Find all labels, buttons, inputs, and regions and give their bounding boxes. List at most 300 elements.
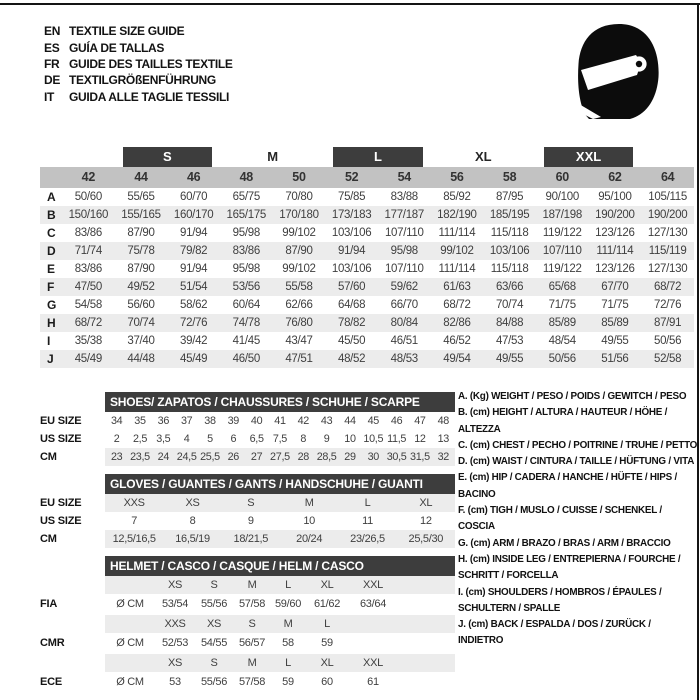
helmet-size-table — [40, 556, 455, 693]
textile-value-cell: 187/198 — [536, 206, 589, 224]
helmet-value-cell: 60 — [321, 676, 333, 688]
size-header-cell: 60 — [536, 167, 589, 188]
textile-value-cell: 155/165 — [115, 206, 168, 224]
helmet-size-cell: XS — [155, 576, 195, 594]
size-value-cell: 35 — [134, 415, 146, 427]
filler-cell — [397, 672, 455, 693]
textile-value-cell: 63/66 — [483, 278, 536, 296]
textile-row — [40, 242, 694, 260]
size-row — [40, 430, 455, 448]
textile-value-cell: 68/72 — [443, 299, 471, 311]
legend-item: A. (Kg) WEIGHT / PESO / POIDS / GEWITCH / PESO — [458, 391, 687, 402]
size-value-cell: M — [280, 494, 338, 512]
helmet-values-row — [40, 633, 455, 654]
textile-value-cell: 103/106 — [331, 227, 372, 239]
textile-value-cell: 127/130 — [647, 263, 688, 275]
textile-value-cell: 53/56 — [220, 278, 273, 296]
helmet-size-cell: L — [271, 654, 305, 672]
language-row — [44, 72, 233, 88]
textile-value-cell: 123/126 — [595, 227, 635, 239]
size-value-cell: 48 — [437, 415, 449, 427]
size-value-cell: 38 — [204, 415, 216, 427]
size-header-cell: 62 — [589, 167, 642, 188]
textile-row — [40, 350, 694, 368]
textile-value-cell: 50/60 — [74, 191, 102, 203]
helmet-size-cell: M — [271, 615, 305, 633]
textile-value-cell: 185/195 — [483, 206, 536, 224]
textile-value-cell: 103/106 — [331, 263, 372, 275]
textile-value-cell: 165/175 — [220, 206, 273, 224]
size-value-cell: 18/21,5 — [222, 530, 280, 548]
textile-value-cell: 85/89 — [536, 314, 589, 332]
size-value-cell: 12 — [420, 515, 432, 527]
size-value-cell: XXS — [105, 494, 163, 512]
textile-value-cell: 95/98 — [232, 227, 260, 239]
textile-value-cell: 55/65 — [127, 191, 155, 203]
textile-value-cell: 83/88 — [390, 191, 418, 203]
size-value-cell: 30,5 — [385, 448, 408, 466]
helmet-size-cell: L — [305, 615, 349, 633]
helmet-size-cell: XXL — [349, 654, 397, 672]
textile-value-cell: 190/200 — [641, 206, 694, 224]
measurement-key-cell: E — [47, 262, 55, 276]
textile-value-cell: 107/110 — [384, 227, 424, 239]
size-value-cell: 23,5 — [128, 448, 151, 466]
textile-value-cell: 55/58 — [273, 278, 326, 296]
textile-value-cell: 107/110 — [536, 242, 589, 260]
size-header-cell: 46 — [167, 167, 220, 188]
helmet-values-row — [40, 672, 455, 693]
textile-value-cell: 43/47 — [285, 335, 313, 347]
standard-name-cell: FIA — [40, 598, 58, 610]
size-header-cell: 54 — [378, 167, 431, 188]
textile-value-cell: 47/53 — [495, 335, 524, 347]
language-title: GUIDA ALLE TAGLIE TESSILI — [69, 89, 230, 104]
spacer-cell — [40, 167, 62, 188]
helmet-sizes-row — [40, 654, 455, 672]
helmet-value-cell: 55/56 — [200, 598, 228, 610]
size-value-cell: 7,5 — [272, 433, 288, 445]
textile-value-cell: 87/91 — [641, 314, 694, 332]
size-header-cell: 58 — [483, 167, 536, 188]
row-label-cell: US SIZE — [40, 515, 82, 527]
size-value-cell: 40 — [250, 415, 263, 427]
textile-value-cell: 87/90 — [127, 263, 155, 275]
letter-size-label: XXL — [544, 147, 633, 167]
helmet-size-cell: XXL — [349, 576, 397, 594]
textile-value-cell: 61/63 — [431, 278, 484, 296]
measurement-key-cell: G — [47, 298, 57, 312]
textile-value-cell: 54/58 — [74, 299, 102, 311]
size-value-cell: XL — [397, 494, 455, 512]
size-value-cell: 9 — [323, 433, 330, 445]
helmet-value-cell: 61/62 — [313, 598, 341, 610]
helmet-value-cell: 56/57 — [238, 637, 266, 649]
textile-value-cell: 70/80 — [285, 191, 313, 203]
textile-value-cell: 72/76 — [653, 299, 682, 311]
size-value-cell: 42 — [297, 415, 309, 427]
spacer-cell — [40, 146, 62, 167]
textile-value-cell: 82/86 — [431, 314, 484, 332]
textile-value-cell: 49/54 — [431, 350, 484, 368]
language-title: GUIDE DES TAILLES TEXTILE — [69, 56, 233, 71]
size-header-cell: 52 — [325, 167, 378, 188]
helmet-size-cell: XS — [195, 615, 233, 633]
textile-value-cell: 99/102 — [431, 242, 484, 260]
textile-value-cell: 46/51 — [390, 335, 418, 347]
measurement-key-cell: B — [40, 206, 62, 224]
textile-value-cell: 50/56 — [653, 335, 682, 347]
helmet-value-cell: 61 — [367, 676, 379, 688]
filler-cell — [397, 594, 455, 615]
textile-value-cell: 74/78 — [220, 314, 273, 332]
measurement-legend — [458, 389, 698, 650]
helmet-size-cell: S — [233, 615, 271, 633]
size-value-cell: 47 — [414, 415, 426, 427]
diameter-label-cell: Ø CM — [116, 598, 144, 610]
language-code: EN — [44, 24, 61, 39]
textile-value-cell: 72/76 — [167, 314, 220, 332]
textile-value-cell: 75/78 — [115, 242, 168, 260]
textile-value-cell: 71/75 — [548, 299, 576, 311]
textile-value-cell: 105/115 — [648, 191, 687, 203]
helmet-value-cell: 52/53 — [161, 637, 189, 649]
textile-value-cell: 45/50 — [337, 335, 366, 347]
helmet-size-cell: XXS — [155, 615, 195, 633]
helmet-size-cell: XL — [305, 576, 349, 594]
letter-size-label: XL — [474, 148, 492, 164]
textile-value-cell: 52/58 — [641, 350, 694, 368]
helmet-sizes-row — [40, 615, 455, 633]
textile-value-cell: 127/130 — [647, 227, 688, 239]
textile-value-cell: 119/122 — [542, 263, 582, 275]
size-value-cell: 11 — [362, 515, 373, 527]
textile-value-cell: 84/88 — [483, 314, 536, 332]
textile-value-cell: 39/42 — [180, 335, 208, 347]
size-value-cell: 32 — [432, 448, 455, 466]
measurement-key-cell: J — [40, 350, 62, 368]
textile-value-cell: 115/118 — [490, 227, 529, 239]
size-value-cell: 44 — [344, 415, 356, 427]
textile-value-cell: 49/55 — [483, 350, 536, 368]
standard-name-cell: CMR — [40, 637, 65, 649]
textile-value-cell: 37/40 — [127, 335, 155, 347]
letter-size-label: M — [267, 148, 279, 164]
textile-value-cell: 49/52 — [115, 278, 168, 296]
size-value-cell: 4 — [183, 433, 190, 445]
measurement-key-cell: I — [47, 334, 51, 348]
size-header-cell: 50 — [273, 167, 326, 188]
textile-value-cell: 45/49 — [167, 350, 220, 368]
filler-cell — [397, 576, 455, 594]
filler-cell — [397, 654, 455, 672]
size-value-cell: 26 — [222, 448, 245, 466]
textile-value-cell: 95/100 — [598, 191, 632, 203]
spacer-cell — [641, 146, 694, 167]
size-value-cell: 7 — [131, 515, 138, 527]
language-row — [44, 89, 233, 105]
textile-value-cell: 91/94 — [180, 263, 208, 275]
helmet-size-cell: M — [233, 576, 271, 594]
measurement-key-cell: C — [47, 226, 56, 240]
textile-value-cell: 115/118 — [490, 263, 529, 275]
diameter-label-cell: Ø CM — [116, 637, 144, 649]
textile-value-cell: 190/200 — [589, 206, 642, 224]
section-header-row — [40, 556, 455, 576]
helmet-icon — [571, 22, 663, 119]
size-value-cell: 20/24 — [280, 530, 338, 548]
legend-item: J. (cm) BACK / ESPALDA / DOS / ZURÜCK / INDIETRO — [458, 619, 651, 647]
textile-value-cell: 66/70 — [390, 299, 418, 311]
spacer-cell — [105, 576, 155, 594]
size-value-cell: 28,5 — [315, 448, 338, 466]
size-value-cell: 45 — [367, 415, 379, 427]
textile-value-cell: 170/180 — [273, 206, 326, 224]
measurement-key-cell: A — [47, 190, 56, 204]
measurement-key-cell: D — [40, 242, 62, 260]
language-row — [44, 39, 233, 55]
section-header-row — [40, 392, 455, 412]
row-label-cell: EU SIZE — [40, 415, 82, 427]
spacer-cell — [40, 392, 105, 412]
helmet-size-cell: L — [271, 576, 305, 594]
textile-value-cell: 65/75 — [232, 191, 260, 203]
size-row — [40, 448, 455, 466]
textile-row — [40, 224, 694, 242]
filler-cell — [397, 633, 455, 654]
textile-value-cell: 83/86 — [74, 263, 102, 275]
section-title: GLOVES / GUANTES / GANTS / HANDSCHUHE / GUANTI — [105, 474, 455, 494]
legend-item: D. (cm) WAIST / CINTURA / TAILLE / HÜFTUNG / VITA — [458, 456, 695, 468]
language-list — [44, 23, 233, 105]
language-code: ES — [44, 40, 60, 55]
textile-value-cell: 87/95 — [495, 191, 524, 203]
helmet-value-cell: 63/64 — [359, 598, 387, 610]
section-header-cell — [105, 556, 455, 576]
textile-value-cell: 57/60 — [325, 278, 378, 296]
legend-item: E. (cm) HIP / CADERA / HANCHE / HÜFTE / HIPS / BACINO — [458, 472, 677, 500]
helmet-value-cell: 58 — [282, 637, 294, 649]
textile-value-cell: 47/50 — [62, 278, 115, 296]
textile-value-cell: 99/102 — [282, 263, 316, 275]
size-value-cell: 28 — [292, 448, 315, 466]
size-header-cell: 48 — [220, 167, 273, 188]
textile-value-cell: 65/68 — [536, 278, 589, 296]
textile-row — [40, 278, 694, 296]
size-value-cell: 46 — [390, 415, 403, 427]
spacer-cell — [40, 576, 105, 594]
textile-value-cell: 49/55 — [601, 335, 629, 347]
helmet-icon-svg — [571, 22, 663, 119]
textile-value-cell: 79/82 — [167, 242, 220, 260]
spacer-cell — [105, 615, 155, 633]
measurement-key-cell: H — [40, 314, 62, 332]
textile-value-cell: 76/80 — [273, 314, 326, 332]
textile-value-cell: 85/92 — [443, 191, 471, 203]
size-value-cell: 9 — [247, 515, 254, 527]
size-value-cell: XS — [163, 494, 221, 512]
legend-item: H. (cm) INSIDE LEG / ENTREPIERNA / FOURCHE / SCHRITT / FORCELLA — [458, 553, 681, 582]
textile-value-cell: 45/49 — [62, 350, 115, 368]
textile-value-cell: 107/110 — [384, 263, 424, 275]
size-value-cell: 31,5 — [408, 448, 431, 466]
size-row — [40, 512, 455, 530]
size-value-cell: 2,5 — [132, 433, 148, 445]
row-label-cell: US SIZE — [40, 433, 82, 445]
legend-item: I. (cm) SHOULDERS / HOMBROS / ÉPAULES / SCHULTERN / SPALLE — [458, 586, 662, 614]
textile-value-cell: 68/72 — [62, 314, 115, 332]
spacer-cell — [40, 615, 105, 633]
language-code: DE — [44, 73, 61, 88]
textile-value-cell: 47/51 — [273, 350, 326, 368]
textile-row — [40, 260, 694, 278]
textile-value-cell: 95/98 — [378, 242, 431, 260]
textile-value-cell: 75/85 — [337, 191, 366, 203]
textile-value-cell: 71/74 — [62, 242, 115, 260]
helmet-size-cell: S — [195, 654, 233, 672]
section-header-row — [40, 474, 455, 494]
language-title: TEXTILGRÖßENFÜHRUNG — [69, 73, 216, 88]
textile-value-cell: 60/64 — [232, 299, 260, 311]
size-value-cell: 6,5 — [249, 433, 264, 445]
textile-value-cell: 83/86 — [74, 227, 102, 239]
textile-value-cell: 78/82 — [325, 314, 378, 332]
size-value-cell: 39 — [227, 415, 240, 427]
measurement-key-cell: F — [40, 278, 62, 296]
textile-value-cell: 35/38 — [74, 335, 102, 347]
row-label-cell: EU SIZE — [40, 497, 82, 509]
helmet-value-cell: 53 — [169, 676, 181, 688]
textile-value-cell: 68/72 — [641, 278, 694, 296]
legend-item: F. (cm) TIGH / MUSLO / CUISSE / SCHENKEL / COSCIA — [458, 505, 662, 533]
textile-value-cell: 111/114 — [589, 242, 642, 260]
size-row — [40, 494, 455, 512]
size-value-cell: 24 — [152, 448, 175, 466]
section-header-cell — [105, 392, 455, 412]
size-value-cell: 12 — [414, 433, 426, 445]
textile-row — [40, 314, 694, 332]
size-value-cell: 10 — [344, 433, 356, 445]
textile-value-cell: 80/84 — [378, 314, 431, 332]
legend-item: G. (cm) ARM / BRAZO / BRAS / ARM / BRACCIO — [458, 537, 671, 549]
size-value-cell: 41 — [274, 415, 286, 427]
section-header-cell — [105, 474, 455, 494]
helmet-value-cell: 59 — [321, 637, 333, 649]
helmet-size-cell — [349, 615, 397, 633]
textile-value-cell: 41/45 — [232, 335, 260, 347]
helmet-value-cell: 57/58 — [238, 598, 266, 610]
textile-value-cell: 46/52 — [443, 335, 471, 347]
section-title: HELMET / CASCO / CASQUE / HELM / CASCO — [105, 556, 455, 576]
standard-name-cell: ECE — [40, 676, 63, 688]
helmet-value-cell: 59 — [282, 676, 294, 688]
textile-value-cell: 48/52 — [325, 350, 378, 368]
size-value-cell: 27,5 — [268, 448, 291, 466]
textile-row — [40, 188, 694, 206]
helmet-size-cell: XS — [155, 654, 195, 672]
textile-value-cell: 90/100 — [545, 191, 579, 203]
size-header-cell: 44 — [115, 167, 168, 188]
row-label-cell: CM — [40, 533, 57, 545]
textile-size-table — [40, 146, 694, 368]
page-border-top — [0, 3, 700, 5]
size-value-cell: 2 — [113, 433, 120, 445]
spacer-cell — [105, 654, 155, 672]
textile-size-header-row — [40, 167, 694, 188]
textile-value-cell: 51/54 — [167, 278, 220, 296]
size-value-cell: 10,5 — [363, 433, 384, 445]
helmet-value-cell: 55/56 — [200, 676, 228, 688]
row-label-cell: CM — [40, 451, 57, 463]
language-title: GUÍA DE TALLAS — [69, 40, 165, 55]
helmet-value-cell: 57/58 — [238, 676, 266, 688]
gloves-table — [40, 474, 455, 548]
textile-value-cell: 150/160 — [62, 206, 115, 224]
section-title: SHOES/ ZAPATOS / CHAUSSURES / SCHUHE / SCARPE — [105, 392, 455, 412]
textile-value-cell: 95/98 — [232, 263, 260, 275]
size-value-cell: 24,5 — [175, 448, 198, 466]
textile-value-cell: 64/68 — [337, 299, 366, 311]
textile-value-cell: 51/56 — [589, 350, 642, 368]
size-value-cell: 23 — [105, 448, 128, 466]
size-value-cell: 11,5 — [387, 433, 407, 445]
helmet-values-row — [40, 594, 455, 615]
size-header-cell: 56 — [431, 167, 484, 188]
textile-value-cell: 123/126 — [595, 263, 635, 275]
size-value-cell: 13 — [437, 433, 449, 445]
textile-value-cell: 48/54 — [548, 335, 576, 347]
size-value-cell: 16,5/19 — [163, 530, 221, 548]
size-value-cell: 25,5 — [198, 448, 221, 466]
textile-value-cell: 59/62 — [378, 278, 431, 296]
helmet-size-cell: XL — [305, 654, 349, 672]
letter-size-cell — [115, 146, 220, 167]
textile-value-cell: 111/114 — [438, 227, 476, 239]
textile-value-cell: 177/187 — [378, 206, 431, 224]
textile-value-cell: 62/66 — [285, 299, 313, 311]
shoes-table — [40, 392, 455, 466]
language-title: TEXTILE SIZE GUIDE — [69, 24, 185, 39]
legend-item: B. (cm) HEIGHT / ALTURA / HAUTEUR / HÖHE / ALTEZZA — [458, 407, 668, 435]
size-value-cell: 34 — [110, 415, 123, 427]
textile-value-cell: 160/170 — [167, 206, 220, 224]
size-row — [40, 530, 455, 548]
textile-row — [40, 296, 694, 314]
size-value-cell: 23/26,5 — [338, 530, 396, 548]
textile-value-cell: 71/75 — [601, 299, 629, 311]
textile-value-cell: 91/94 — [325, 242, 378, 260]
helmet-sizes-row — [40, 576, 455, 594]
textile-value-cell: 60/70 — [180, 191, 208, 203]
spacer-cell — [40, 474, 105, 494]
size-value-cell: 3,5 — [156, 433, 171, 445]
helmet-value-cell — [349, 633, 397, 654]
textile-value-cell: 182/190 — [431, 206, 484, 224]
textile-value-cell: 58/62 — [180, 299, 208, 311]
size-value-cell: 25,5/30 — [397, 530, 455, 548]
textile-value-cell: 67/70 — [589, 278, 642, 296]
textile-value-cell: 173/183 — [325, 206, 378, 224]
textile-value-cell: 85/89 — [589, 314, 642, 332]
letter-size-cell — [536, 146, 641, 167]
textile-value-cell: 119/122 — [542, 227, 582, 239]
size-header-cell: 64 — [641, 167, 694, 188]
language-row — [44, 56, 233, 72]
letter-size-label: L — [333, 147, 422, 167]
legend-item: C. (cm) CHEST / PECHO / POITRINE / TRUHE / PETTO — [458, 439, 698, 451]
textile-value-cell: 70/74 — [495, 299, 524, 311]
size-value-cell: 10 — [303, 515, 315, 527]
